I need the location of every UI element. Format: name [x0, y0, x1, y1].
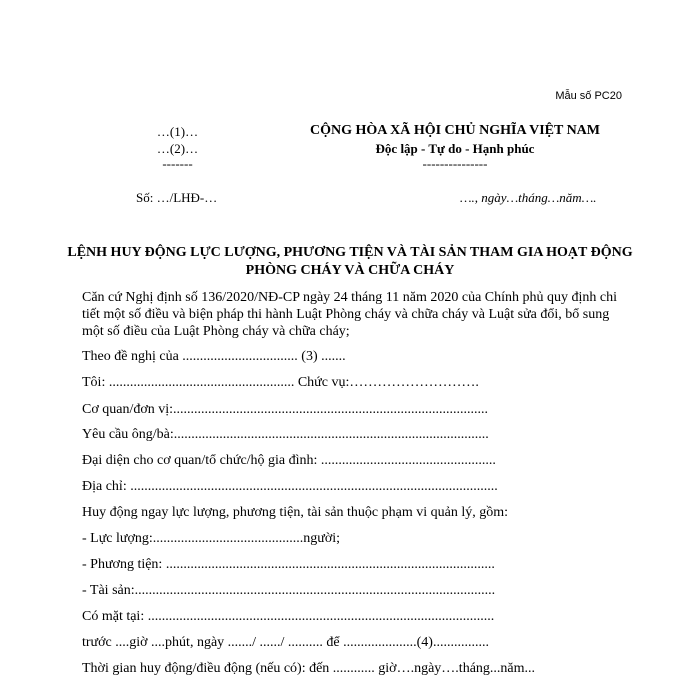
motto-separator: ---------------: [422, 156, 488, 171]
national-motto: Độc lập - Tự do - Hạnh phúc: [375, 141, 535, 156]
country-name: CỘNG HÒA XÃ HỘI CHỦ NGHĨA VIỆT NAM: [309, 123, 600, 138]
duration-line: Thời gian huy động/điều động (nếu có): đến ............ giờ….ngày….tháng...năm...: [82, 661, 536, 676]
document-number: Số: …/LHĐ-…: [136, 190, 218, 205]
location-line: Có mặt tại: ...................................................................................................: [82, 609, 495, 624]
requested-person-line: Yêu cầu ông/bà:..........................................................................................: [82, 427, 489, 442]
legal-basis: Căn cứ Nghị định số 136/2020/NĐ-CP ngày 24 tháng 11 năm 2020 của Chính phủ quy định chi tiết một số điều và biện pháp thi hành Luật Phòng cháy và chữa cháy và Luật sửa đổi, bổ sung một số điều của Luật Phòng cháy và chữa cháy;: [82, 290, 618, 339]
assets-line: - Tài sản:.......................................................................................................: [82, 583, 496, 598]
form-code: Mẫu số PC20: [555, 90, 622, 102]
document-title: LỆNH HUY ĐỘNG LỰC LƯỢNG, PHƯƠNG TIỆN VÀ TÀI SẢN THAM GIA HOẠT ĐỘNG PHÒNG CHÁY VÀ CHỮA CHÁY: [67, 245, 633, 278]
proposal-line: Theo đề nghị của ................................. (3) .......: [82, 349, 346, 364]
place-date: …., ngày…tháng…năm….: [460, 190, 597, 205]
agency-line: Cơ quan/đơn vị:..........................................................................................: [82, 402, 489, 417]
issuing-authority-line1: …(1)…: [156, 124, 199, 139]
deadline-line: trước ....giờ ....phút, ngày ......./ ....../ .......... để .....................(4)................: [82, 635, 489, 650]
representative-line: Đại diện cho cơ quan/tổ chức/hộ gia đình: ..................................................: [82, 453, 496, 468]
mobilize-line: Huy động ngay lực lượng, phương tiện, tài sản thuộc phạm vi quản lý, gồm:: [82, 505, 509, 520]
authority-separator: -------: [162, 156, 193, 171]
issuer-line: Tôi: ..................................................... Chức vụ:……………………….: [82, 375, 479, 390]
address-line: Địa chỉ: .........................................................................................................: [82, 479, 498, 494]
forces-line: - Lực lượng:...........................................người;: [82, 531, 341, 546]
issuing-authority-line2: …(2)…: [156, 141, 199, 156]
vehicles-line: - Phương tiện: ..............................................................................................: [82, 557, 495, 572]
